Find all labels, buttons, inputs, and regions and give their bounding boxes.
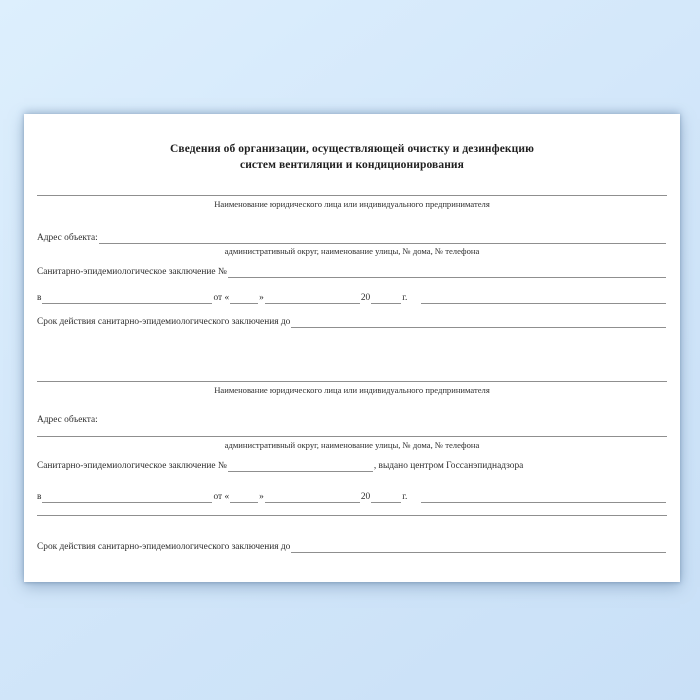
issuer-blank: [42, 492, 212, 503]
address-caption: административный округ, наименование улицы, № дома, № телефона: [224, 246, 480, 256]
org-name-blank-line: [37, 381, 667, 382]
address-caption: административный округ, наименование улицы, № дома, № телефона: [224, 440, 480, 450]
validity-row: [37, 315, 667, 328]
year-prefix: 20: [360, 492, 371, 502]
extra-blank: [421, 492, 666, 503]
org-name-blank-line: [37, 195, 667, 196]
issuer-blank: [42, 293, 212, 304]
year-blank: [371, 293, 401, 304]
address-row: [37, 231, 667, 244]
date-row: [37, 490, 667, 503]
extra-blank: [421, 293, 666, 304]
year-suffix: г.: [402, 293, 408, 303]
validity-date-blank: [291, 542, 666, 553]
validity-row: [37, 540, 667, 553]
date-in-label: в: [37, 293, 42, 303]
conclusion-row: [37, 459, 667, 472]
year-suffix: г.: [402, 492, 408, 502]
issued-by-label: , выдано центром Госсанэпиднадзора: [373, 461, 524, 471]
address-blank: [99, 233, 666, 244]
date-in-label: в: [37, 492, 42, 502]
address-blank-line: [37, 436, 667, 437]
validity-date-blank: [291, 317, 666, 328]
date-row: [37, 291, 667, 304]
conclusion-number-blank: [228, 461, 373, 472]
form-title: [24, 141, 680, 173]
form-title-line2: систем вентиляции и кондиционирования: [240, 159, 464, 171]
conclusion-label: Санитарно-эпидемиологическое заключение №: [37, 267, 227, 277]
day-blank: [230, 492, 258, 503]
validity-label: Срок действия санитарно-эпидемиологического заключения до: [37, 542, 291, 552]
date-quote-close: »: [259, 492, 264, 502]
org-name-caption: Наименование юридического лица или индивидуального предпринимателя: [214, 199, 490, 209]
extra-blank-line: [37, 515, 667, 516]
address-row: [37, 413, 667, 426]
form-title-line1: Сведения об организации, осуществляющей очистку и дезинфекцию: [169, 143, 534, 155]
form-document-sheet: [24, 114, 680, 582]
conclusion-row: [37, 265, 667, 278]
date-from-label: от «: [213, 492, 230, 502]
date-from-label: от «: [213, 293, 230, 303]
date-quote-close: »: [259, 293, 264, 303]
day-blank: [230, 293, 258, 304]
year-prefix: 20: [360, 293, 371, 303]
year-blank: [371, 492, 401, 503]
org-name-caption: Наименование юридического лица или индивидуального предпринимателя: [214, 385, 490, 395]
address-label: Адрес объекта:: [37, 415, 98, 425]
validity-label: Срок действия санитарно-эпидемиологического заключения до: [37, 317, 291, 327]
month-blank: [265, 293, 360, 304]
conclusion-number-blank: [228, 267, 666, 278]
conclusion-label: Санитарно-эпидемиологическое заключение №: [37, 461, 227, 471]
address-label: Адрес объекта:: [37, 233, 98, 243]
month-blank: [265, 492, 360, 503]
